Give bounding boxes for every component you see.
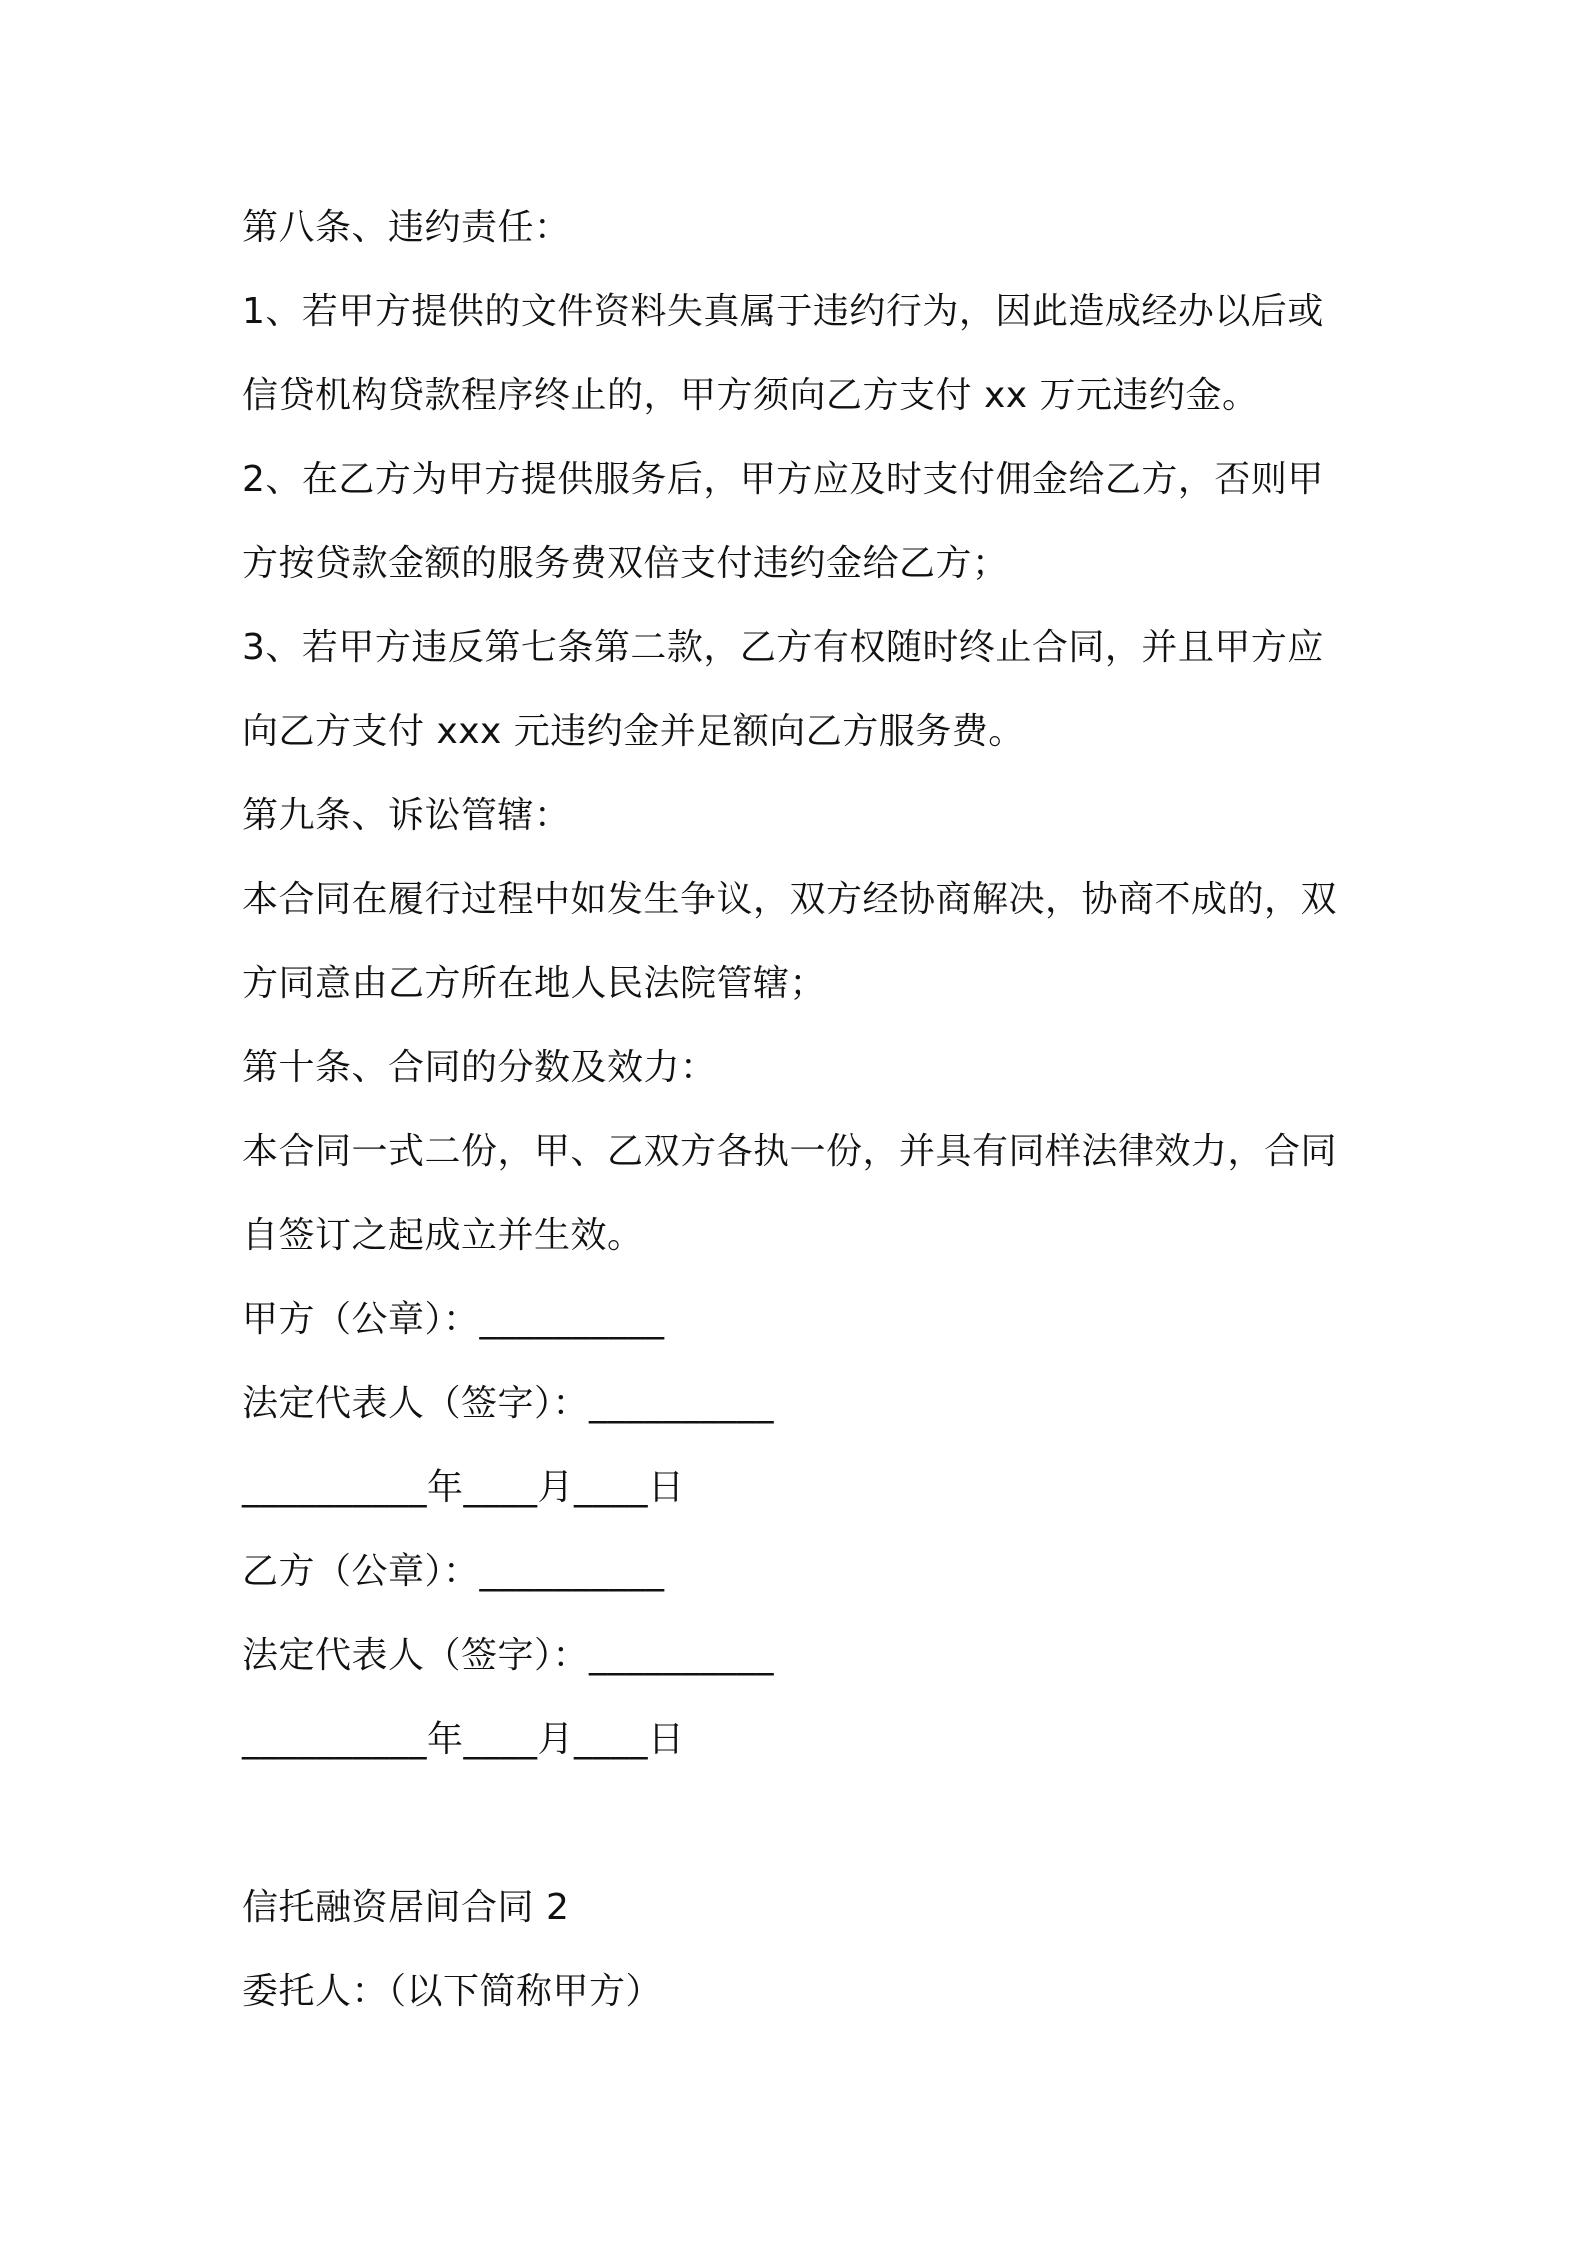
contract-2-title: 信托融资居间合同 2 xyxy=(242,1887,570,1928)
article-8-clause-2-line-2: 方按贷款金额的服务费双倍支付违约金给乙方； xyxy=(242,543,1009,584)
article-8-clause-3-line-2: 向乙方支付 xxx 元违约金并足额向乙方服务费。 xyxy=(242,711,1025,752)
article-9-text-line-1: 本合同在履行过程中如发生争议，双方经协商解决，协商不成的，双 xyxy=(242,879,1338,920)
party-a-seal-line: 甲方（公章）：__________ xyxy=(242,1299,665,1340)
article-8-heading: 第八条、违约责任： xyxy=(242,207,571,248)
article-8-clause-1-line-1: 1、若甲方提供的文件资料失真属于违约行为，因此造成经办以后或 xyxy=(242,291,1324,332)
article-8-clause-2-line-1: 2、在乙方为甲方提供服务后，甲方应及时支付佣金给乙方，否则甲 xyxy=(242,459,1324,500)
article-9-text-line-2: 方同意由乙方所在地人民法院管辖； xyxy=(242,963,827,1004)
party-a-representative-line: 法定代表人（签字）：__________ xyxy=(242,1383,775,1424)
principal-line: 委托人：（以下简称甲方） xyxy=(242,1971,663,2012)
article-10-text-line-1: 本合同一式二份，甲、乙双方各执一份，并具有同样法律效力，合同 xyxy=(242,1131,1338,1172)
party-b-seal-line: 乙方（公章）：__________ xyxy=(242,1551,665,1592)
article-8-clause-3-line-1: 3、若甲方违反第七条第二款，乙方有权随时终止合同，并且甲方应 xyxy=(242,627,1324,668)
party-a-date-line: __________年____月____日 xyxy=(242,1467,685,1508)
party-b-representative-line: 法定代表人（签字）：__________ xyxy=(242,1635,775,1676)
article-10-text-line-2: 自签订之起成立并生效。 xyxy=(242,1215,644,1256)
article-10-heading: 第十条、合同的分数及效力： xyxy=(242,1047,717,1088)
article-8-clause-1-line-2: 信贷机构贷款程序终止的，甲方须向乙方支付 xx 万元违约金。 xyxy=(242,375,1259,416)
party-b-date-line: __________年____月____日 xyxy=(242,1719,685,1760)
article-9-heading: 第九条、诉讼管辖： xyxy=(242,795,571,836)
